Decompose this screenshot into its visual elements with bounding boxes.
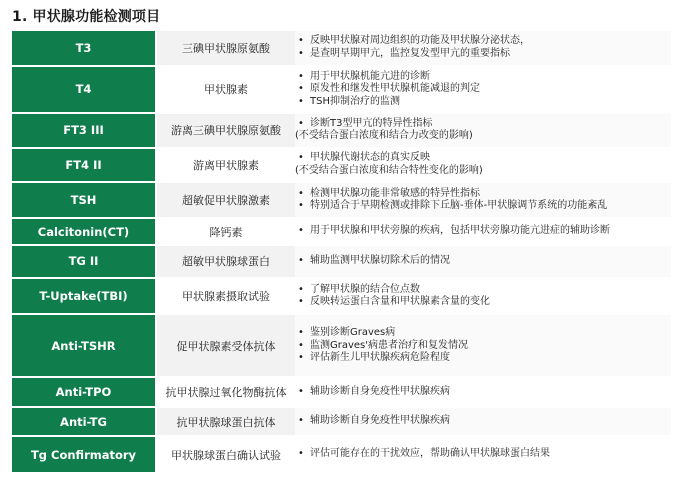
test-description-cell xyxy=(295,31,671,66)
bullet-item: • 鉴别诊断Graves病 xyxy=(295,327,671,340)
table-row xyxy=(12,314,671,377)
bullet-item: • 检测甲状腺功能非常敏感的特异性指标 xyxy=(295,188,671,201)
test-description-cell xyxy=(295,245,671,278)
test-code-cell: FT3 III xyxy=(12,113,156,148)
test-name-cell: 甲状腺素摄取试验 xyxy=(156,278,295,315)
test-code-cell: Calcitonin(CT) xyxy=(12,218,156,245)
bullet-item: • 原发性和继发性甲状腺机能减退的判定 xyxy=(295,83,671,96)
test-code-cell: Tg Confirmatory xyxy=(12,436,156,472)
test-description-cell xyxy=(295,148,671,183)
test-code-cell: T-Uptake(TBI) xyxy=(12,278,156,315)
table-row xyxy=(12,245,671,278)
test-description-cell xyxy=(295,66,671,113)
bullet-item: • 用于甲状腺机能亢进的诊断 xyxy=(295,71,671,84)
bullet-item: • 监测Graves'病患者治疗和复发情况 xyxy=(295,340,671,353)
thyroid-test-table xyxy=(12,31,671,472)
bullet-item: • 辅助诊断自身免疫性甲状腺疾病 xyxy=(295,415,671,428)
bullet-item: • 评估可能存在的干扰效应，帮助确认甲状腺球蛋白结果 xyxy=(295,448,671,461)
note-text: (不受结合蛋白浓度和结合力改变的影响) xyxy=(295,130,473,142)
section-title: 1. 甲状腺功能检测项目 xyxy=(12,9,161,25)
bullet-item: • 是查明早期甲亢，监控复发型甲亢的重要指标 xyxy=(295,48,671,61)
bullet-item: • 辅助监测甲状腺切除术后的情况 xyxy=(295,255,671,268)
bullet-item: • 诊断T3型甲亢的特异性指标 xyxy=(295,118,671,131)
test-code-cell: T3 xyxy=(12,31,156,66)
test-code-cell: T4 xyxy=(12,66,156,113)
test-name-cell: 甲状腺球蛋白确认试验 xyxy=(156,436,295,472)
test-name-cell: 游离三碘甲状腺原氨酸 xyxy=(156,113,295,148)
bullet-item: • 了解甲状腺的结合位点数 xyxy=(295,284,671,297)
table-row xyxy=(12,66,671,113)
bullet-item: • 反映甲状腺对周边组织的功能及甲状腺分泌状态， xyxy=(295,35,671,48)
bullet-item: • 特别适合于早期检测或排除下丘脑-垂体-甲状腺调节系统的功能紊乱 xyxy=(295,200,671,213)
table-row xyxy=(12,148,671,183)
test-name-cell: 抗甲状腺球蛋白抗体 xyxy=(156,407,295,436)
test-name-cell: 降钙素 xyxy=(156,218,295,245)
test-description-cell xyxy=(295,182,671,218)
test-description-cell xyxy=(295,436,671,472)
table-row xyxy=(12,218,671,245)
test-description-cell xyxy=(295,218,671,245)
test-name-cell: 促甲状腺素受体抗体 xyxy=(156,314,295,377)
bullet-item: • 用于甲状腺和甲状旁腺的疾病，包括甲状旁腺功能亢进症的辅助诊断 xyxy=(295,225,671,238)
test-name-cell: 游离甲状腺素 xyxy=(156,148,295,183)
test-description-cell xyxy=(295,377,671,406)
test-description-cell xyxy=(295,407,671,436)
test-name-cell: 超敏甲状腺球蛋白 xyxy=(156,245,295,278)
test-code-cell: FT4 II xyxy=(12,148,156,183)
table-row xyxy=(12,182,671,218)
test-description-cell xyxy=(295,314,671,377)
bullet-item: • 反映转运蛋白含量和甲状腺素含量的变化 xyxy=(295,296,671,309)
table-row xyxy=(12,436,671,472)
test-code-cell: Anti-TSHR xyxy=(12,314,156,377)
test-code-cell: TSH xyxy=(12,182,156,218)
test-name-cell: 甲状腺素 xyxy=(156,66,295,113)
bullet-item: • TSH抑制治疗的监测 xyxy=(295,96,671,109)
table-row xyxy=(12,407,671,436)
table-row xyxy=(12,31,671,66)
bullet-item: • 甲状腺代谢状态的真实反映 xyxy=(295,152,671,165)
test-description-cell xyxy=(295,113,671,148)
test-code-cell: Anti-TPO xyxy=(12,377,156,406)
bullet-item: • 评估新生儿甲状腺疾病危险程度 xyxy=(295,352,671,365)
note-text: (不受结合蛋白浓度和结合特性变化的影响) xyxy=(295,164,483,176)
bullet-item: • 辅助诊断自身免疫性甲状腺疾病 xyxy=(295,386,671,399)
table-row xyxy=(12,113,671,148)
table-row xyxy=(12,377,671,406)
test-name-cell: 三碘甲状腺原氨酸 xyxy=(156,31,295,66)
table-row xyxy=(12,278,671,315)
test-name-cell: 抗甲状腺过氧化物酶抗体 xyxy=(156,377,295,406)
test-code-cell: TG II xyxy=(12,245,156,278)
test-code-cell: Anti-TG xyxy=(12,407,156,436)
test-description-cell xyxy=(295,278,671,315)
test-name-cell: 超敏促甲状腺激素 xyxy=(156,182,295,218)
